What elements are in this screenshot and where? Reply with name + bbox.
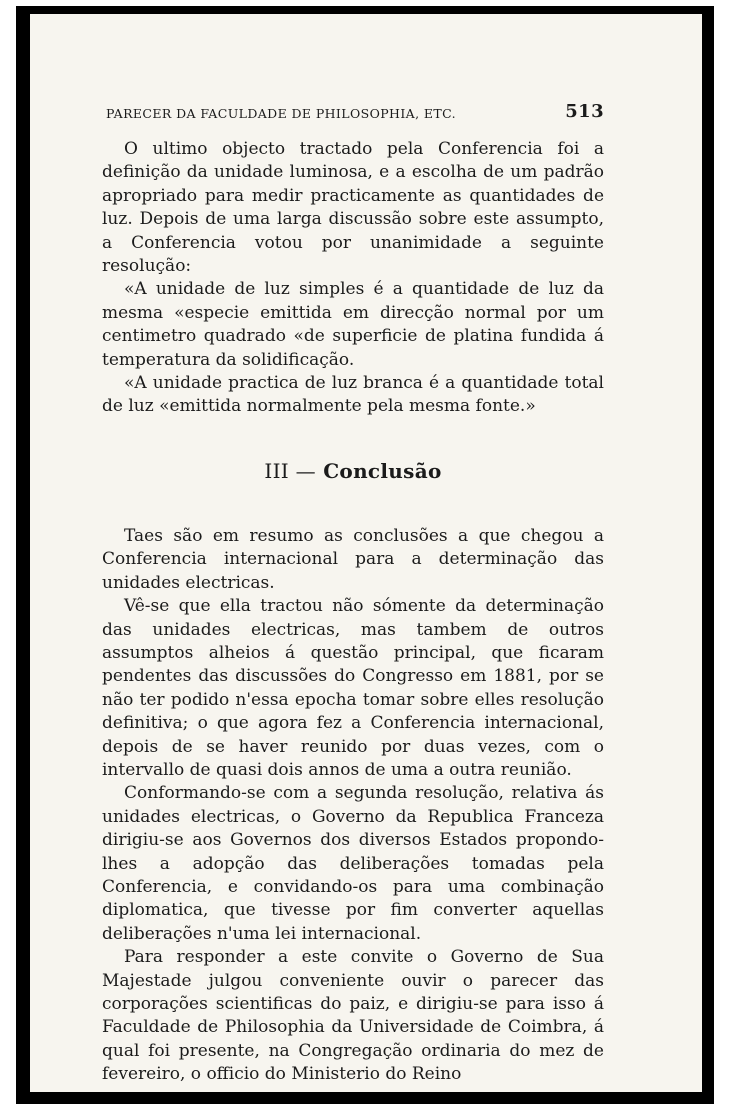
running-title: PARECER DA FACULDADE DE PHILOSOPHIA, ETC.	[106, 106, 457, 121]
running-head	[102, 100, 604, 126]
paragraph-portuguese-government: Para responder a este convite o Governo de Sua Majestade julgou conveniente ouvir o parecer das corporações scientificas do paiz, e dirigiu-se para isso á Faculdade de Philosophia da Universidade de Coimbra, á qual foi presente, na Congregação ordinaria do mez de fevereiro, o officio do Ministerio do Reino	[102, 947, 604, 1085]
section-heading: Conclusão	[323, 458, 442, 483]
paragraph-luminous-unit: O ultimo objecto tractado pela Conferencia foi a definição da unidade luminosa, e a escolha de um padrão apropriado para medir practicamente as quantidades de luz. Depois de uma larga discussão sobre este assumpto, a Conferencia votou por unanimidade a seguinte resolução:	[102, 139, 604, 277]
section-title	[102, 459, 604, 483]
quote-simple-light-unit: «A unidade de luz simples é a quantidade de luz da mesma «especie emittida em direcção normal por um centimetro quadrado «de superficie de platina fundida á temperatura da solidificação.	[102, 279, 604, 370]
paragraph-summary: Taes são em resumo as conclusões a que chegou a Conferencia internacional para a determinação das unidades electricas.	[102, 525, 604, 593]
book-page	[30, 14, 702, 1092]
page-number: 513	[565, 101, 604, 122]
paragraph-pending-questions: Vê-se que ella tractou não sómente da determinação das unidades electricas, mas tambem de outros assumptos alheios á questão principal, que ficaram pendentes das discussões do Congresso em 1881, por se não ter podido n'essa epocha tomar sobre elles resolução definitiva; o que agora fez a Conferencia internacional, depois de se haver reunido por duas vezes, com o intervallo de quasi dois annos de uma a outra reunião.	[102, 596, 604, 780]
paragraph-french-government: Conformando-se com a segunda resolução, relativa ás unidades electricas, o Governo da Republica Franceza dirigiu-se aos Governos dos diversos Estados propondo-lhes a adopção das deliberações tomadas pela Conferencia, e convidando-os para uma combinação diplomatica, que tivesse por fim converter aquellas deliberações n'uma lei internacional.	[102, 783, 604, 944]
page-content	[102, 100, 604, 1087]
quote-white-light-unit: «A unidade practica de luz branca é a quantidade total de luz «emittida normalmente pela mesma fonte.»	[102, 373, 604, 417]
section-number: III —	[264, 458, 316, 483]
